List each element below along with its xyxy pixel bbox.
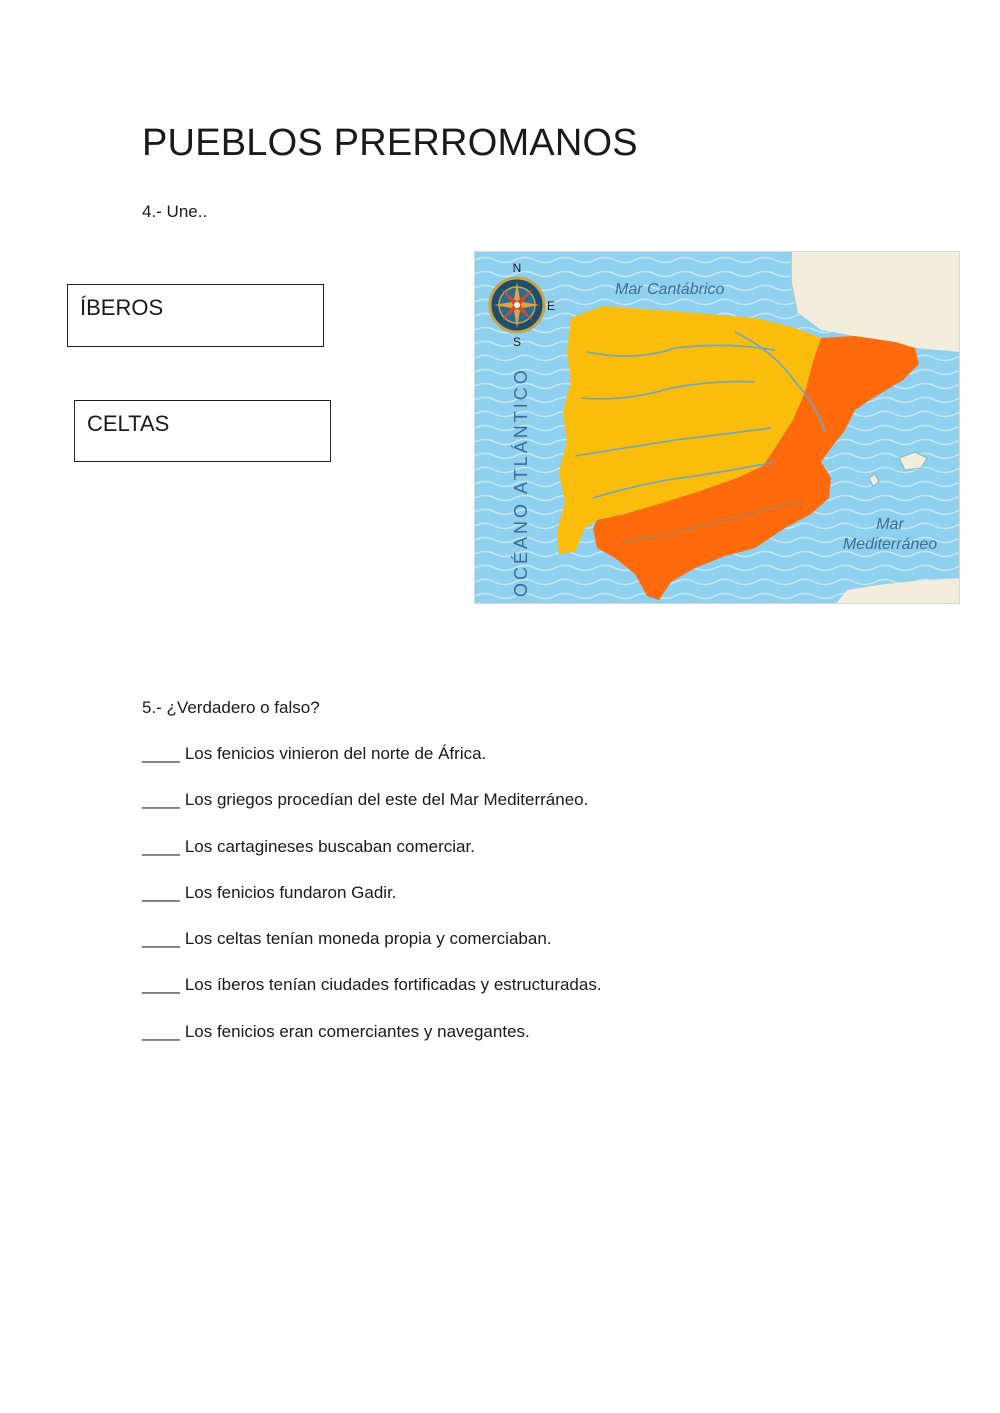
statement-text: Los celtas tenían moneda propia y comerciaban. (184, 929, 552, 948)
true-false-item (142, 1022, 530, 1042)
compass-rose-icon (490, 278, 544, 332)
label-oceano-atlantico: OCÉANO ATLÁNTICO (511, 367, 531, 597)
statement-text: Los griegos procedían del este del Mar Mediterráneo. (184, 790, 589, 809)
exercise-4-label: 4.- Une.. (142, 202, 208, 221)
answer-blank[interactable]: ____ (142, 975, 180, 994)
answer-blank[interactable]: ____ (142, 790, 180, 809)
statement-text: Los íberos tenían ciudades fortificadas y estructuradas. (184, 975, 602, 994)
compass-north: N (512, 261, 522, 275)
true-false-item (142, 929, 552, 949)
compass-south: S (512, 335, 522, 349)
true-false-item (142, 975, 602, 995)
label-mediterraneo: Mediterráneo (842, 536, 938, 553)
true-false-item (142, 883, 397, 903)
statement-text: Los fenicios eran comerciantes y navegantes. (184, 1022, 530, 1041)
exercise-5-label: 5.- ¿Verdadero o falso? (142, 698, 320, 717)
answer-blank[interactable]: ____ (142, 1022, 180, 1041)
answer-blank[interactable]: ____ (142, 744, 180, 763)
statement-text: Los cartagineses buscaban comerciar. (184, 837, 475, 856)
iberian-peninsula-map (474, 251, 960, 604)
true-false-item (142, 837, 475, 857)
match-box-celtas[interactable]: CELTAS (74, 400, 331, 462)
label-mar: Mar (876, 516, 904, 533)
true-false-item (142, 790, 588, 810)
answer-blank[interactable]: ____ (142, 929, 180, 948)
answer-blank[interactable]: ____ (142, 883, 180, 902)
match-box-iberos[interactable]: ÍBEROS (67, 284, 324, 347)
compass-east: E (546, 299, 556, 313)
statement-text: Los fenicios fundaron Gadir. (184, 883, 397, 902)
true-false-item (142, 744, 486, 764)
page-title: PUEBLOS PRERROMANOS (142, 122, 638, 164)
label-mar-cantabrico: Mar Cantábrico (615, 281, 725, 298)
answer-blank[interactable]: ____ (142, 837, 180, 856)
statement-text: Los fenicios vinieron del norte de África. (184, 744, 487, 763)
